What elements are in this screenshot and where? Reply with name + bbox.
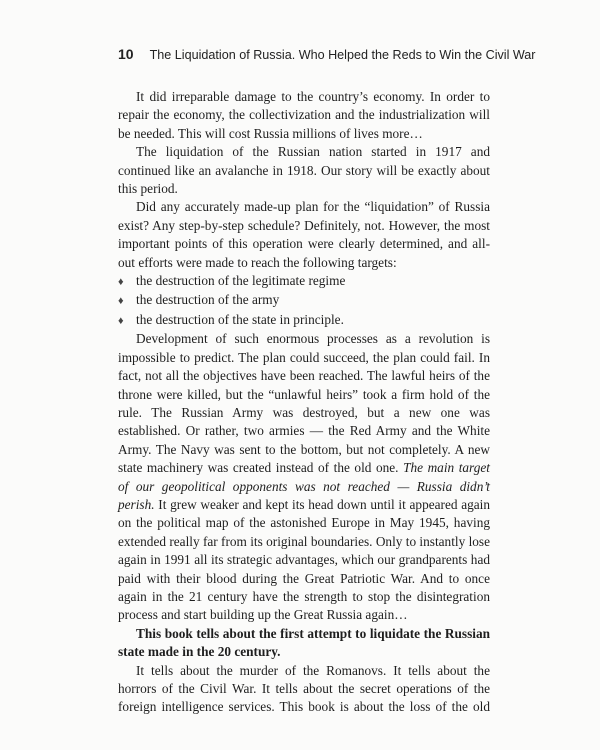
list-item xyxy=(118,291,490,310)
paragraph-5-bold: This book tells about the first attempt to liquidate the Russian state made in the 20 century. xyxy=(118,625,490,660)
body-text xyxy=(118,88,490,717)
page-number: 10 xyxy=(118,46,134,62)
list-item-text: the destruction of the army xyxy=(136,292,280,308)
list-item-text: the destruction of the state in principle. xyxy=(136,311,344,327)
list-item-text: the destruction of the legitimate regime xyxy=(136,273,346,289)
running-header xyxy=(118,46,536,62)
targets-list xyxy=(118,272,490,330)
diamond-bullet-icon: ♦ xyxy=(118,295,124,308)
paragraph-4-start: Development of such enormous processes as a revolution is impossible to predict. The plan could succeed, the plan could fail. In fact, not all the objectives have been reached. The lawful heirs of the throne were killed, but the “unlawful heirs” took a firm hold of the rule. The Russian Army was destroyed, but a new one was established. Or rather, two armies — the Red Army and the White Army. The Navy was sent to the bottom, but not completely. A new state machinery was created instead of the old one. xyxy=(118,331,490,476)
diamond-bullet-icon: ♦ xyxy=(118,314,124,327)
paragraph-2: The liquidation of the Russian nation started in 1917 and continued like an avalanche in 1918. Our story will be exactly about this period. xyxy=(118,144,490,197)
running-title: The Liquidation of Russia. Who Helped the Reds to Win the Civil War xyxy=(149,48,536,62)
paragraph-1: It did irreparable damage to the country’s economy. In order to repair the economy, the collectivization and the industrialization will be needed. This will cost Russia millions of lives more… xyxy=(118,89,490,141)
paragraph-4-italic: The main target of our geopolitical opponents was not reached — Russia didn’t perish. xyxy=(118,460,490,512)
paragraph-4 xyxy=(118,330,490,625)
paragraph-6: It tells about the murder of the Romanovs. It tells about the horrors of the Civil War. It tells about the secret operations of the foreign intelligence services. This book is about the loss of the old xyxy=(118,662,490,715)
list-item xyxy=(118,272,490,291)
list-item xyxy=(118,311,490,330)
paragraph-4-end: It grew weaker and kept its head down until it appeared again on the political map of the astonished Europe in May 1945, having extended really far from its original boundaries. Only to instantly lose again in 1991 all its strategic advantages, which our grandparents had paid with their blood during the Great Patriotic War. And to once again in the 21 century have the strength to stop the disintegration process and start building up the Great Russia again… xyxy=(118,496,490,623)
diamond-bullet-icon: ♦ xyxy=(118,276,124,289)
paragraph-3: Did any accurately made-up plan for the “liquidation” of Russia exist? Any step-by-step schedule? Definitely, not. However, the most important points of this operation were clearly determined, and all-out efforts were made to reach the following targets: xyxy=(118,199,490,270)
